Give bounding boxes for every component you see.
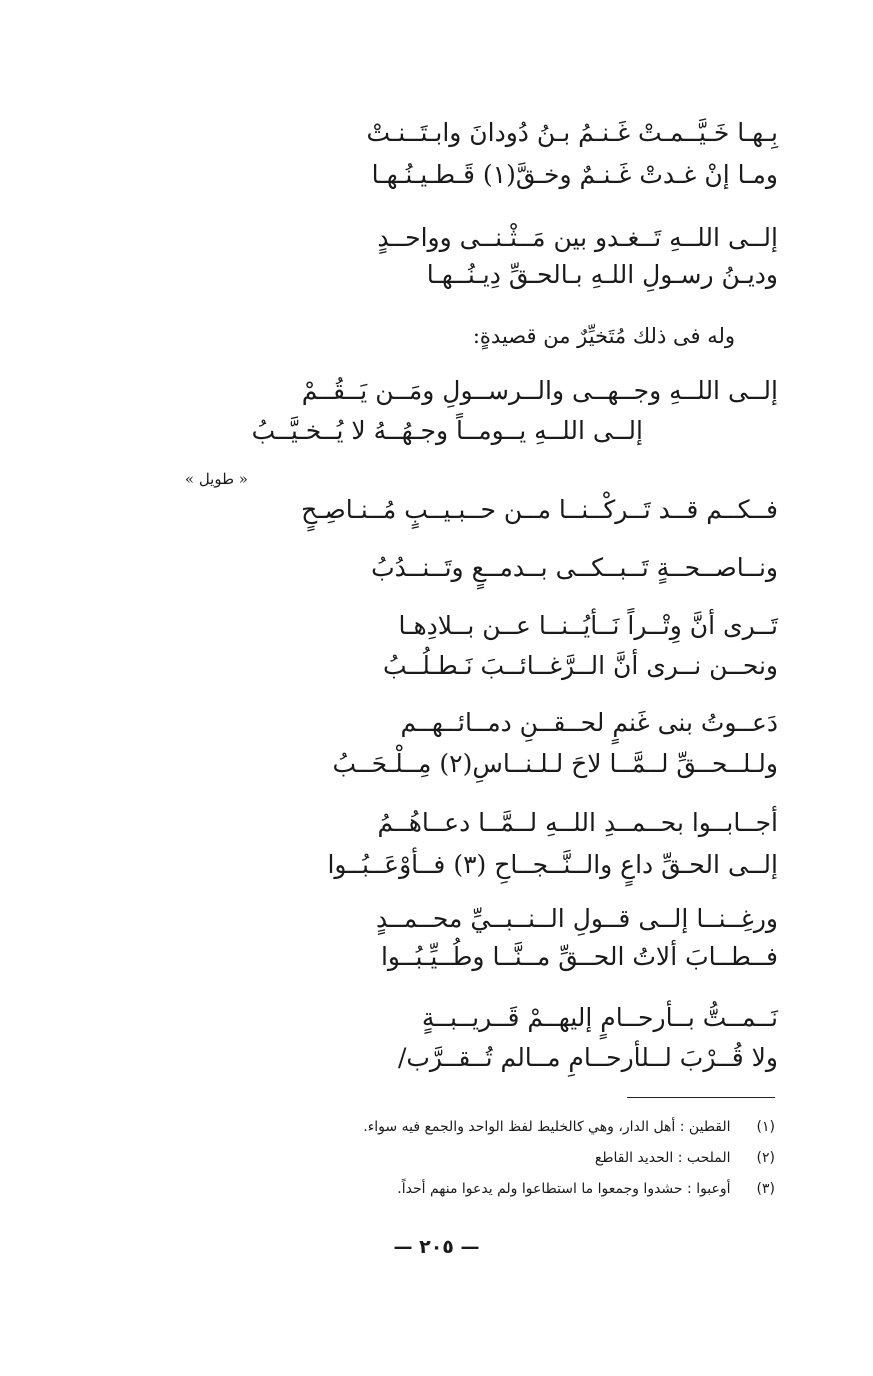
verse-line: فــكــم قــد تَــركْــنــا مــن حــبـيــبٍ مُــنـاصِـحٍ [301,495,778,524]
footnote-text: أوعبوا : حشدوا وجمعوا ما استطاعوا ولم يدعوا منهم أحداً. [397,1181,731,1197]
footnote [363,1116,775,1138]
footnote-text: الملحب : الحديد القاطع [594,1150,731,1166]
meter-label: « طويل » [184,470,248,488]
verse-line: وديـنُ رسـولِ اللـهِ بـالحـقِّ دِيـنُــهـا [426,260,778,289]
footnote-number: (٢) [756,1150,775,1166]
footnote [397,1178,775,1200]
verse-line: إلــى اللــهِ وجــهــى والــرســولِ ومَــن يَــقُــمْ [301,376,778,405]
footnote-text: القطين : أهل الدار، وهي كالخليط لفظ الواحد والجمع فيه سواء. [363,1119,731,1135]
footnote-number: (٣) [756,1181,775,1197]
verse-line: بِـهـا خَـيَّــمـتْ غَـنـمُ بـنُ دُودانَ وابـتَــنـتْ [366,118,778,147]
verse-line: ومـا إنْ غـدتْ غَـنـمٌ وخـقَّ(١) قَـطـيـنُـهـا [371,160,778,189]
footnote-separator [627,1097,775,1098]
verse-line: إلــى الحـقِّ داعٍ والــنَّــجــاحِ (٣) فــأوْعَــبُــوا [327,850,778,879]
verse-line: ونحــن نــرى أنَّ الــرَّغــائــبَ نَـطـلُــبُ [383,651,778,680]
verse-line: إلــى اللــهِ يــومــاً وجـهُــهُ لا يُــخـيَّــبُ [251,416,643,445]
page-number: — ٢٠٥ — [393,1236,480,1258]
verse-line: تَــرى أنَّ وِتْــراً نَــأيُــنــا عــن بــلادِهـا [398,611,778,640]
verse-line: ورغِــنــا إلــى قــولِ الــنــبــيِّ محــمــدٍ [375,904,778,933]
verse-line: ونــاصــحــةٍ تَــبــكــى بــدمــعٍ وتَــنــدُبُ [371,553,778,582]
verse-line: ولـلــحــقِّ لــمَّــا لاحَ لـلـنــاسِ(٢) مِــلْـحَــبُ [332,749,778,778]
verse-line: دَعــوتُ بنى غَنمٍ لحــقــنِ دمــائــهــم [400,708,778,737]
verse-line: نَــمــتُّ بــأرحــامٍ إليهــمْ قَــريــبــةٍ [421,1003,778,1032]
verse-line: إلــى اللــهِ تَــغـدو بين مَــثْـنــى وواحــدٍ [377,223,778,252]
verse-line: فــطــابَ ألاتُ الحــقِّ مــنَّــا وطُــيِّـبُــوا [380,942,778,971]
verse-line: ولا قُــرْبَ لــلأرحــامِ مــالم تُــقــرَّب/ [397,1043,778,1072]
footnote-number: (١) [756,1119,775,1135]
verse-line: أجــابــوا بحــمــدِ اللــهِ لــمَّــا دعــاهُــمُ [377,808,778,837]
footnote [595,1147,775,1169]
intro-line: وله فى ذلك مُتَخيِّرٌ من قصيدةٍ: [472,324,735,348]
